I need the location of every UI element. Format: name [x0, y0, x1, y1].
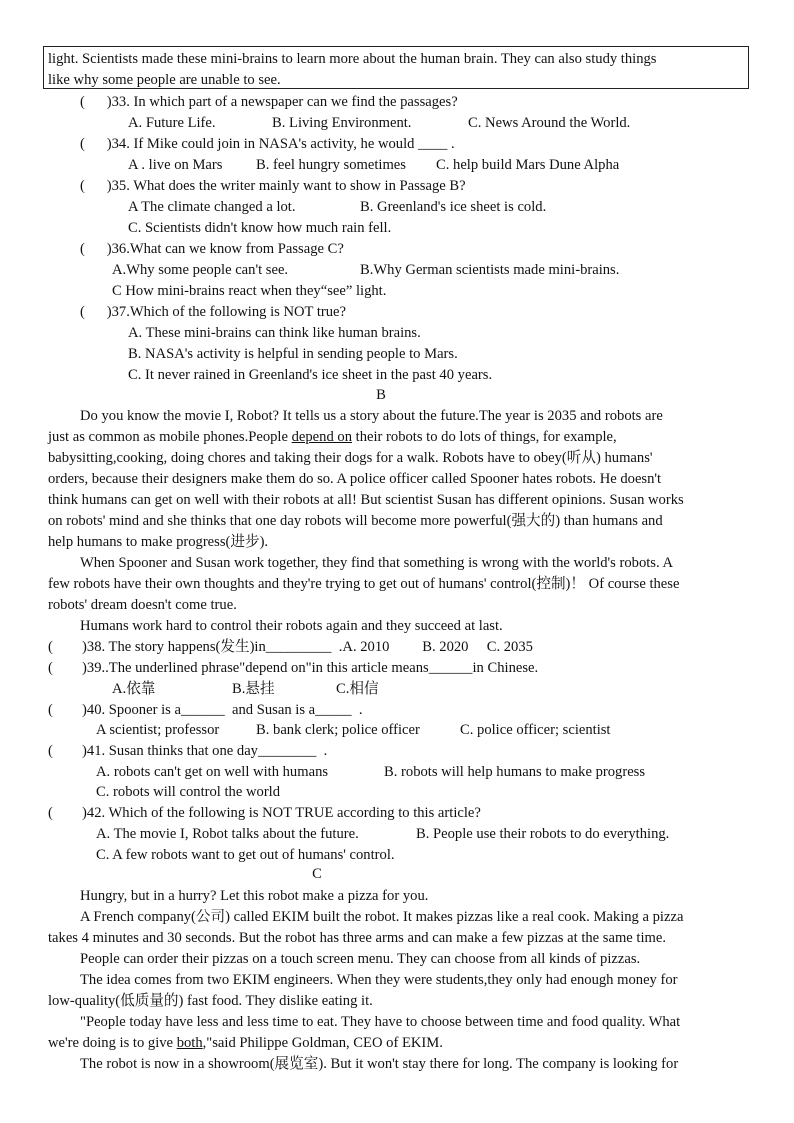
question-39: ( )39..The underlined phrase"depend on"in this article means______in Chinese.	[48, 660, 539, 676]
option-34-b: B. feel hungry sometimes	[256, 157, 406, 173]
option-34-c: C. help build Mars Dune Alpha	[436, 157, 620, 173]
passage-c-line	[48, 1033, 443, 1053]
passage-c-line: Hungry, but in a hurry? Let this robot make a pizza for you.	[80, 888, 429, 904]
question-34: ( )34. If Mike could join in NASA's activity, he would ____ .	[80, 136, 455, 152]
question-37: ( )37.Which of the following is NOT true?	[80, 304, 347, 320]
question-36: ( )36.What can we know from Passage C?	[80, 241, 344, 257]
option-40-b: B. bank clerk; police officer	[256, 722, 420, 738]
option-41-c: C. robots will control the world	[96, 784, 281, 800]
option-33-a: A. Future Life.	[128, 115, 216, 131]
passage-b-text: just as common as mobile phones.People	[48, 429, 292, 445]
question-38: ( )38. The story happens(发生)in_________ .A. 2010 B. 2020 C. 2035	[48, 639, 533, 655]
passage-b-line: orders, because their designers make them do so. A police officer called Spooner hates robots. He doesn't	[48, 471, 662, 487]
option-36-c: C How mini-brains react when they“see” light.	[112, 283, 387, 299]
passage-b-line: babysitting,cooking, doing chores and taking their dogs for a walk. Robots have to obey(听从) humans'	[48, 450, 653, 466]
passage-c-line: The robot is now in a showroom(展览室). But it won't stay there for long. The company is looking for	[80, 1056, 679, 1072]
option-42-c: C. A few robots want to get out of humans' control.	[96, 847, 395, 863]
passage-c-text: ,"said Philippe Goldman, CEO of EKIM.	[202, 1035, 443, 1051]
passage-b-line: When Spooner and Susan work together, they find that something is wrong with the world's robots. A	[80, 555, 674, 571]
question-42: ( )42. Which of the following is NOT TRUE according to this article?	[48, 805, 481, 821]
option-40-a: A scientist; professor	[96, 722, 220, 738]
option-37-c: C. It never rained in Greenland's ice sheet in the past 40 years.	[128, 367, 493, 383]
question-41: ( )41. Susan thinks that one day________ .	[48, 743, 328, 759]
section-c-heading: C	[312, 866, 322, 882]
passage-b-line: on robots' mind and she thinks that one day robots will become more powerful(强大的) than humans and	[48, 513, 663, 529]
passage-b-line: robots' dream doesn't come true.	[48, 597, 237, 613]
passage-c-line: A French company(公司) called EKIM built the robot. It makes pizzas like a real cook. Making a pizza	[80, 909, 684, 925]
passage-line: light. Scientists made these mini-brains to learn more about the human brain. They can also study things	[48, 51, 657, 67]
option-36-b: B.Why German scientists made mini-brains.	[360, 262, 620, 278]
passage-b-line: think humans can get on well with their robots at all! But scientist Susan has different opinions. Susan works	[48, 492, 684, 508]
passage-b-line: few robots have their own thoughts and they're trying to get out of humans' control(控制)！ Of course these	[48, 576, 680, 592]
underlined-phrase: depend on	[291, 429, 352, 445]
option-39-c: C.相信	[336, 681, 379, 697]
passage-c-line: low-quality(低质量的) fast food. They dislike eating it.	[48, 993, 373, 1009]
passage-b-line	[48, 427, 617, 447]
passage-line: like why some people are unable to see.	[48, 72, 281, 88]
option-35-b: B. Greenland's ice sheet is cold.	[360, 199, 547, 215]
underlined-word: both	[176, 1035, 203, 1051]
passage-c-line: The idea comes from two EKIM engineers. When they were students,they only had enough money for	[80, 972, 678, 988]
passage-c-line: People can order their pizzas on a touch screen menu. They can choose from all kinds of pizzas.	[80, 951, 641, 967]
option-33-b: B. Living Environment.	[272, 115, 412, 131]
option-33-c: C. News Around the World.	[468, 115, 631, 131]
option-42-b: B. People use their robots to do everything.	[416, 826, 670, 842]
option-37-b: B. NASA's activity is helpful in sending people to Mars.	[128, 346, 458, 362]
passage-b-line: help humans to make progress(进步).	[48, 534, 269, 550]
passage-b-line: Humans work hard to control their robots again and they succeed at last.	[80, 618, 503, 634]
passage-c-line: takes 4 minutes and 30 seconds. But the robot has three arms and can make a few pizzas at the same time.	[48, 930, 667, 946]
passage-c-text: we're doing is to give	[48, 1035, 177, 1051]
option-34-a: A . live on Mars	[128, 157, 223, 173]
passage-b-text: their robots to do lots of things, for example,	[352, 429, 617, 445]
question-33: ( )33. In which part of a newspaper can we find the passages?	[80, 94, 458, 110]
passage-b-line: Do you know the movie I, Robot? It tells us a story about the future.The year is 2035 and robots are	[80, 408, 663, 424]
option-39-a: A.依靠	[112, 681, 156, 697]
passage-c-line: "People today have less and less time to eat. They have to choose between time and food quality. What	[80, 1014, 681, 1030]
option-41-b: B. robots will help humans to make progress	[384, 764, 646, 780]
option-35-a: A The climate changed a lot.	[128, 199, 296, 215]
option-39-b: B.悬挂	[232, 681, 275, 697]
option-37-a: A. These mini-brains can think like human brains.	[128, 325, 421, 341]
option-41-a: A. robots can't get on well with humans	[96, 764, 329, 780]
option-40-c: C. police officer; scientist	[460, 722, 611, 738]
option-36-a: A.Why some people can't see.	[112, 262, 289, 278]
section-b-heading: B	[376, 387, 386, 403]
question-40: ( )40. Spooner is a______ and Susan is a_____ .	[48, 702, 363, 718]
option-42-a: A. The movie I, Robot talks about the future.	[96, 826, 359, 842]
question-35: ( )35. What does the writer mainly want to show in Passage B?	[80, 178, 466, 194]
option-35-c: C. Scientists didn't know how much rain fell.	[128, 220, 392, 236]
